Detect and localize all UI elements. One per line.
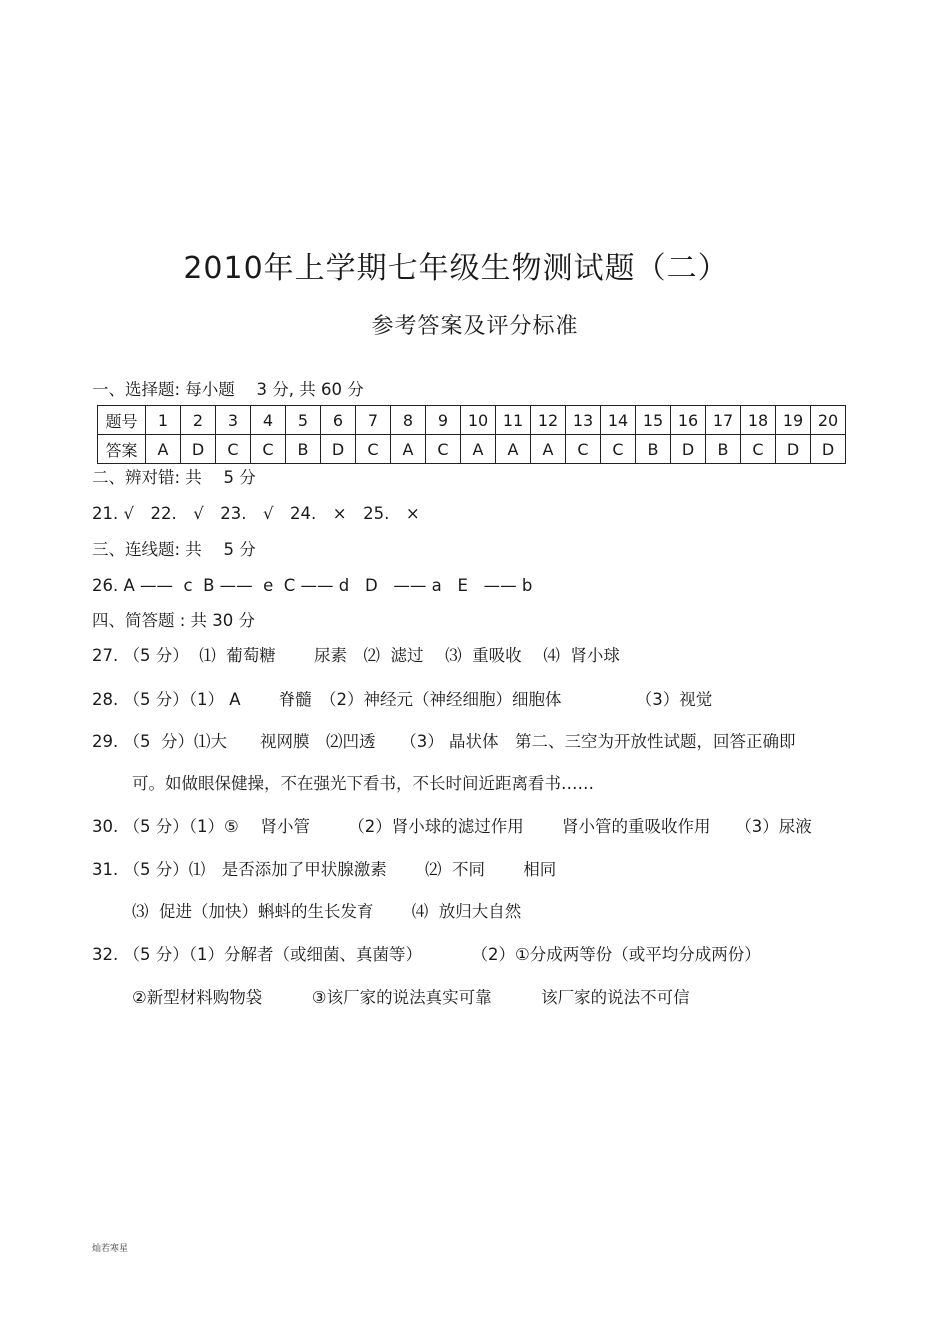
table-cell-number: 1 [146,406,181,435]
table-cell-number: 2 [181,406,216,435]
table-cell-answer: A [496,435,531,464]
table-cell-answer: C [741,435,776,464]
page-title: 2010年上学期七年级生物测试题（二） [183,251,729,286]
table-cell-answer: A [461,435,496,464]
table-cell-answer: C [356,435,391,464]
answer-31-line-2: ⑶ 促进（加快）蝌蚪的生长发育 ⑷ 放归大自然 [132,902,522,921]
table-cell-number: 13 [566,406,601,435]
page-footer: 灿若寒星 [92,1244,129,1254]
table-cell-number: 19 [776,406,811,435]
answer-32-line-1: 32. （5 分）（1）分解者（或细菌、真菌等） （2）①分成两等份（或平均分成两份） [92,945,761,964]
table-row-label: 答案 [98,435,146,464]
answer-table [97,405,846,464]
answer-28: 28. （5 分）（1） A 脊髓 （2）神经元（神经细胞）细胞体 （3）视觉 [92,690,713,709]
table-cell-answer: B [706,435,741,464]
table-cell-number: 18 [741,406,776,435]
answers-21-25: 21. √ 22. √ 23. √ 24. × 25. × [92,504,420,523]
table-cell-number: 7 [356,406,391,435]
answer-32-line-2: ②新型材料购物袋 ③该厂家的说法真实可靠 该厂家的说法不可信 [132,988,690,1007]
table-cell-number: 15 [636,406,671,435]
page-subtitle: 参考答案及评分标准 [371,314,579,339]
table-row-numbers [98,406,846,435]
answer-30: 30. （5 分）（1）⑤ 肾小管 （2）肾小球的滤过作用 肾小管的重吸收作用 （3）尿液 [92,817,812,836]
table-cell-number: 16 [671,406,706,435]
answer-31-line-1: 31. （5 分）⑴ 是否添加了甲状腺激素 ⑵ 不同 相同 [92,860,557,879]
table-row-answers [98,435,846,464]
table-cell-answer: A [146,435,181,464]
table-cell-answer: D [776,435,811,464]
table-cell-number: 11 [496,406,531,435]
table-cell-answer: B [286,435,321,464]
table-cell-number: 3 [216,406,251,435]
answer-29-line-1: 29. （5 分）⑴大 视网膜 ⑵凹透 （3） 晶状体 第二、三空为开放性试题，回答正确即 [92,732,796,751]
table-cell-answer: C [601,435,636,464]
table-cell-answer: A [391,435,426,464]
section-true-false-heading: 二、辨对错: 共 5 分 [92,468,256,487]
section-multiple-choice-heading: 一、选择题: 每小题 3 分, 共 60 分 [92,380,364,399]
table-cell-number: 14 [601,406,636,435]
answer-26: 26. A —— c B —— e C —— d D —— a E —— b [92,576,533,595]
table-cell-number: 20 [811,406,846,435]
table-cell-answer: B [636,435,671,464]
table-cell-answer: D [181,435,216,464]
table-cell-answer: D [671,435,706,464]
table-cell-answer: A [531,435,566,464]
table-cell-answer: D [811,435,846,464]
table-cell-answer: C [426,435,461,464]
table-cell-number: 12 [531,406,566,435]
table-row-label: 题号 [98,406,146,435]
table-cell-number: 8 [391,406,426,435]
answer-27: 27. （5 分） ⑴ 葡萄糖 尿素 ⑵ 滤过 ⑶ 重吸收 ⑷ 肾小球 [92,646,620,665]
table-cell-number: 5 [286,406,321,435]
answer-29-line-2: 可。如做眼保健操，不在强光下看书，不长时间近距离看书…… [132,774,594,793]
table-cell-number: 17 [706,406,741,435]
table-cell-number: 4 [251,406,286,435]
table-cell-answer: C [216,435,251,464]
table-cell-answer: D [321,435,356,464]
table-cell-number: 9 [426,406,461,435]
section-matching-heading: 三、连线题: 共 5 分 [92,540,256,559]
table-cell-number: 10 [461,406,496,435]
table-cell-number: 6 [321,406,356,435]
section-short-answer-heading: 四、简答题 : 共 30 分 [92,611,256,630]
table-cell-answer: C [251,435,286,464]
table-cell-answer: C [566,435,601,464]
